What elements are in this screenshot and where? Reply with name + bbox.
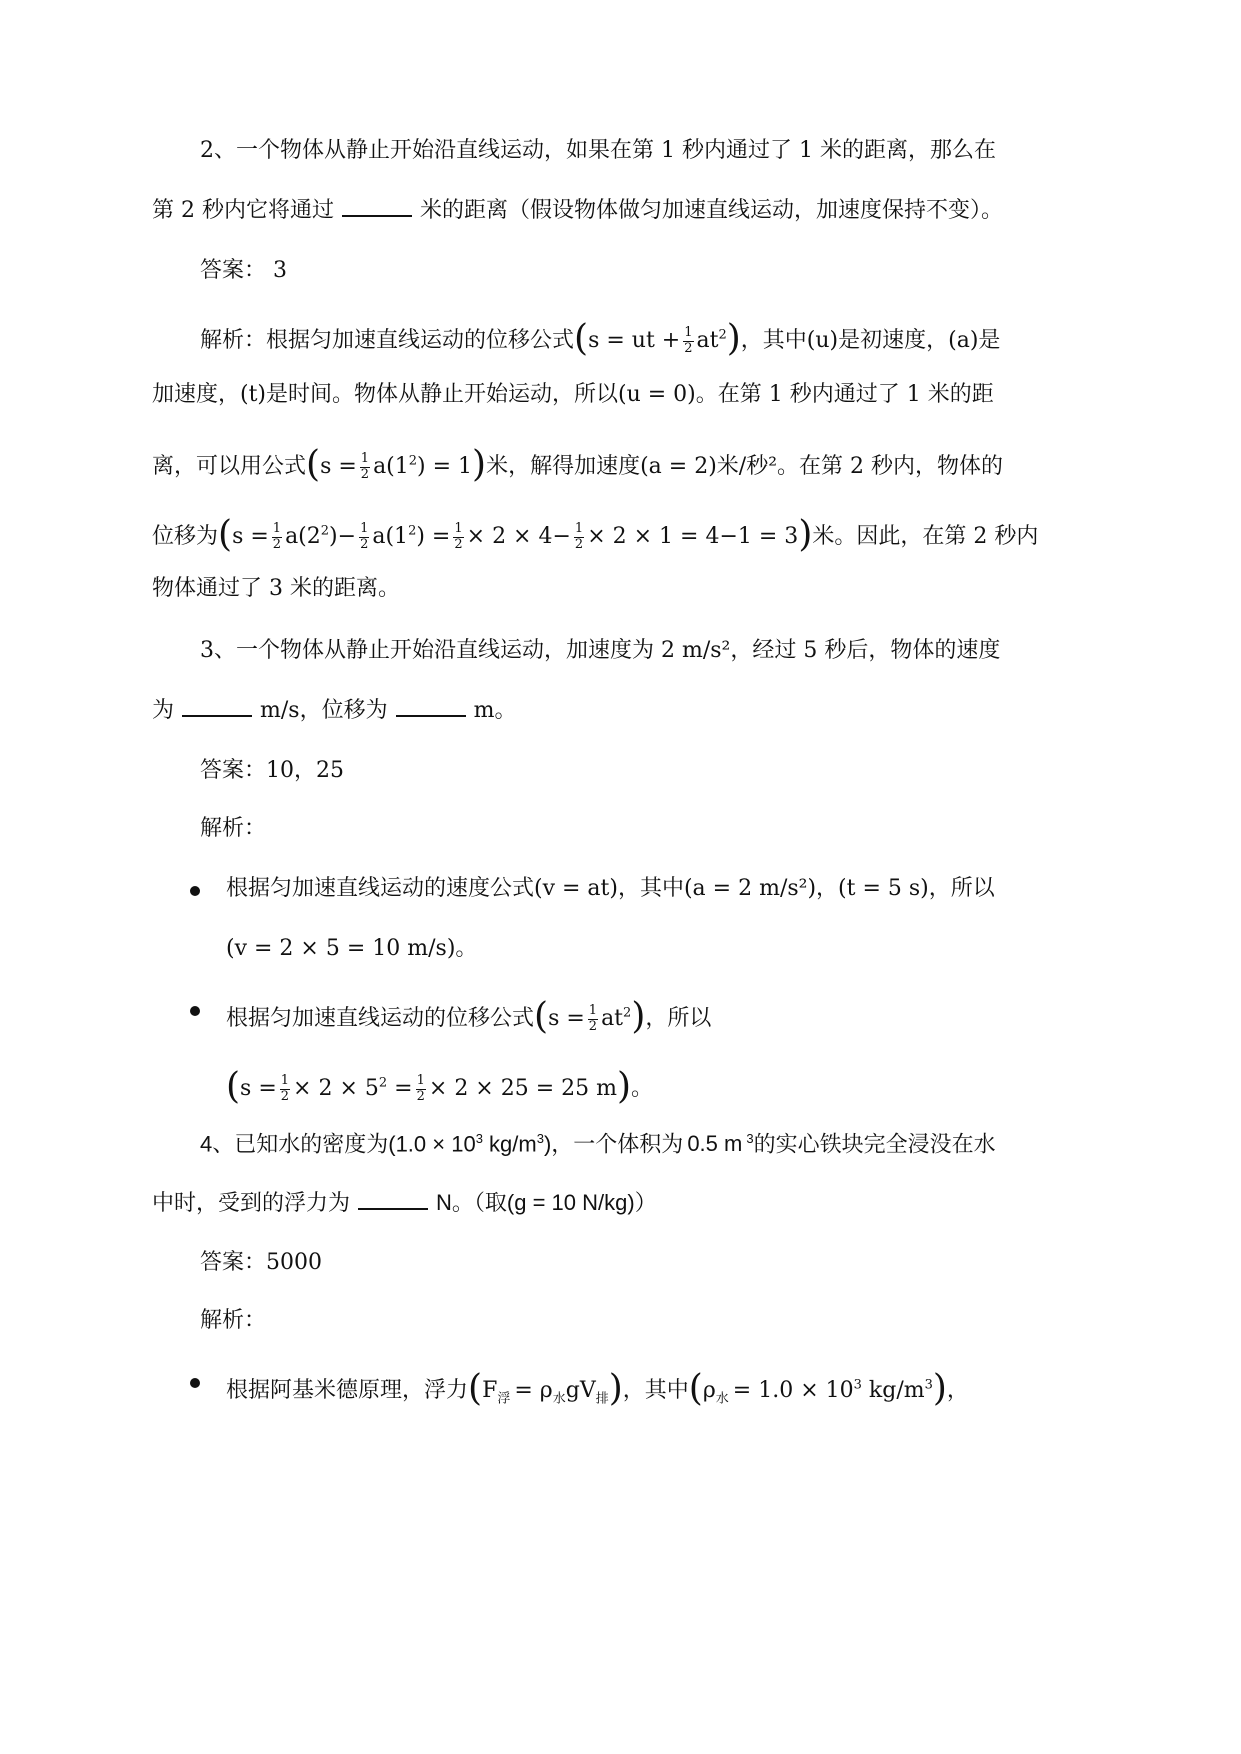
q2-analysis-line1: 解析：根据匀加速直线运动的位移公式(s = ut + $\frac{1}{2}$ $at^2$)，其中(u)是初速度，(a)是 [200,318,1001,359]
q3-bullet1-line1: 根据匀加速直线运动的速度公式(v = at)，其中(a = 2 m/s²)，(t = 5 s)，所以 [226,876,995,901]
answer-blank [396,711,466,717]
bullet [190,886,200,896]
q2-analysis-line2: 加速度，(t)是时间。物体从静止开始运动，所以(u = 0)。在第 1 秒内通过了 1 米的距 [152,382,994,407]
fraction: $\frac{1}{2}$ [684,324,693,356]
bullet [190,1006,200,1016]
q3-bullet2-line1: 根据匀加速直线运动的位移公式(s = $\frac{1}{2}$ $at^2$)，所以 [226,996,712,1037]
answer-blank [358,1204,428,1210]
q4-bullet1-line1: 根据阿基米德原理，浮力$(F_浮 = \rho_水gV_排)$，其中($\rho_水 = 1.0 \times 10^3$ $kg/m^3$)， [226,1368,969,1409]
q2-analysis-line3: 离，可以用公式(s = $\frac{1}{2}$ $a(1^2) = 1$)米，解得加速度(a = 2)米/秒²。在第 2 秒内，物体的 [152,444,1004,485]
bullet [190,1378,200,1388]
q2-line2: 第 2 秒内它将通过 米的距离（假设物体做匀加速直线运动，加速度保持不变）。 [152,198,1003,223]
q2-analysis-line4: 位移为(s = $\frac{1}{2}$ $a(2^2)-$ $\frac{1}{2}$ $a(1^2)$ = $\frac{1}{2}$ × 2 × 4− $\frac{1}{2}$ × 2 × 1 = 4−1 = 3)米。因此，在第 2 秒内 [152,514,1039,555]
q3-bullet1-line2: (v = 2 × 5 = 10 m/s)。 [226,936,478,961]
q4-line1: 4、已知水的密度为($1.0 \times 10^3$ $kg/m^3$)，一个体积为 0.5 m $^3$的实心铁块完全浸没在水 [200,1131,996,1158]
answer-blank [342,211,412,217]
q3-analysis-label: 解析： [200,816,267,841]
q4-line2: 中时，受到的浮力为 N。（取(g = 10 N/kg)） [152,1190,657,1216]
q3-answer: 答案：10，25 [200,758,344,783]
answer-blank [182,711,252,717]
q2-line1: 2、一个物体从静止开始沿直线运动，如果在第 1 秒内通过了 1 米的距离，那么在 [200,138,996,163]
q3-bullet2-line2: (s = $\frac{1}{2}$ × $2 \times 5^2$ = $\frac{1}{2}$ × 2 × 25 = 25 m)。 [226,1066,654,1107]
q2-answer: 答案： 3 [200,258,287,283]
q3-line1: 3、一个物体从静止开始沿直线运动，加速度为 2 m/s²，经过 5 秒后，物体的速度 [200,638,1001,663]
q4-answer: 答案：5000 [200,1250,322,1275]
q2-analysis-line5: 物体通过了 3 米的距离。 [152,576,400,601]
q4-analysis-label: 解析： [200,1308,267,1333]
q3-line2: 为 m/s，位移为 m。 [152,698,517,723]
